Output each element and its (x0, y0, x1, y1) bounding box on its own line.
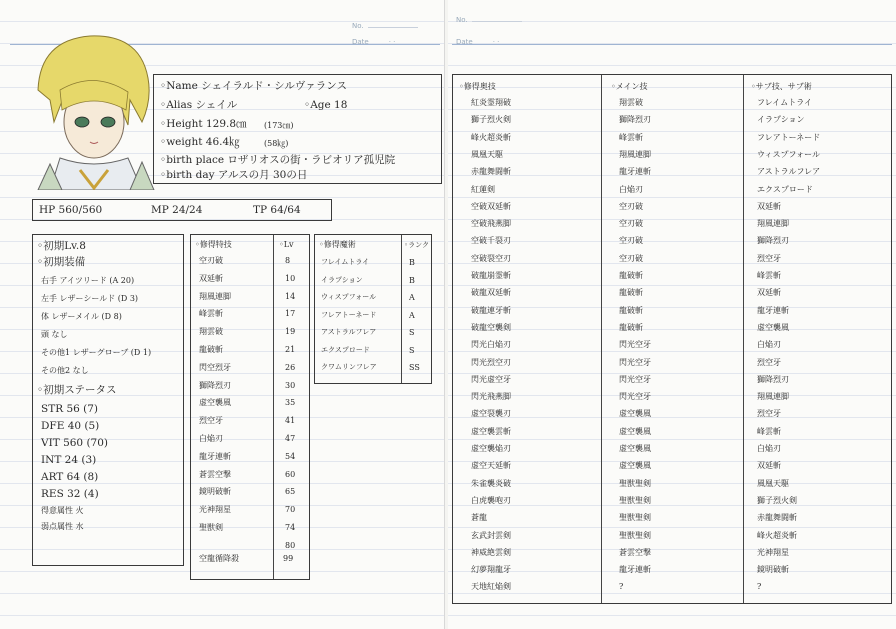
ougi-item: 風凰天駆 (471, 149, 503, 159)
magic-item: ウィスプフォール (321, 293, 377, 301)
magic-rank: B (409, 258, 415, 267)
magic-rank: B (409, 275, 415, 285)
date-field: Date · · (456, 38, 500, 46)
main-move-item: 聖獣聖剣 (619, 513, 651, 523)
sub-move-item: 獅子烈火剣 (757, 495, 797, 505)
sub-move-item: 風凰天駆 (757, 478, 789, 488)
skill-level: 80 (285, 540, 296, 550)
skills-lv-title: ◦Lv (279, 240, 294, 249)
ougi-item: 峰火超炎斬 (471, 132, 511, 142)
sub-move-item: 獅降烈刃 (757, 374, 789, 384)
col2-title: ◦メイン技 (611, 82, 648, 91)
skill-level: 10 (285, 273, 296, 283)
ougi-item: 獅子烈火剣 (471, 115, 511, 125)
main-move-item: 峰雲斬 (619, 132, 643, 142)
magic-item: フレイムトライ (321, 258, 370, 266)
profile-birthplace: ◦birth place ロザリオスの街・ラビオリア孤児院 (160, 154, 396, 166)
sub-move-item: 峰火超炎斬 (757, 530, 797, 540)
skill-item: 翔風連脚 (199, 291, 231, 301)
final-skill: 空龍循降殺 (199, 554, 239, 563)
main-move-item: 虚空襲風 (619, 426, 651, 436)
column-divider (401, 235, 402, 383)
skill-level: 35 (285, 398, 296, 408)
skill-level: 26 (285, 362, 296, 372)
ougi-item: 虚空天延斬 (471, 461, 511, 471)
skill-item: 鏡明破斬 (199, 487, 231, 497)
main-move-item: 聖獣聖剣 (619, 530, 651, 540)
main-move-item: 空刃破 (619, 253, 643, 263)
skill-item: 峰雲斬 (199, 309, 223, 319)
sub-move-item: 鏡明破斬 (757, 565, 789, 575)
main-move-item: 翔風連脚 (619, 149, 651, 159)
main-move-item: 空刃破 (619, 219, 643, 229)
ougi-item: 空破千裂刃 (471, 236, 511, 246)
ougi-item: 紅蓮剣 (471, 184, 495, 194)
ougi-item: 破龍崩霊斬 (471, 271, 511, 280)
magic-box (314, 234, 432, 384)
main-move-item: 聖獣聖剣 (619, 495, 651, 505)
stat-row: ART 64 (8) (41, 471, 99, 483)
ougi-item: 空破飛燕脚 (471, 219, 511, 229)
ougi-item: 赤龍舞闘斬 (471, 167, 511, 177)
sub-move-item: 白焔刃 (757, 340, 781, 350)
ougi-item: 幻夢翔龍牙 (471, 565, 511, 575)
skill-level: 70 (285, 505, 296, 515)
skill-item: 蒼雲空撃 (199, 469, 231, 479)
ougi-item: 朱雀襲炎破 (471, 478, 511, 488)
profile-alias: ◦Alias シェイル (160, 99, 238, 111)
magic-title: ◦修得魔術 (319, 240, 356, 249)
profile-height-note: (173㎝) (264, 121, 294, 130)
skill-level: 21 (285, 345, 296, 354)
ougi-item: 破龍双延斬 (471, 288, 511, 298)
magic-rank: A (409, 293, 415, 302)
ougi-item: 天地紅焔剣 (471, 582, 511, 592)
sub-move-item: 双延斬 (757, 288, 781, 298)
equip-item: その他2 なし (41, 366, 89, 375)
main-move-item: 龍破斬 (619, 288, 643, 298)
magic-item: フレアトーネード (321, 310, 377, 319)
magic-rank: S (409, 328, 415, 337)
moves-table (452, 74, 892, 604)
main-move-item: 龍破斬 (619, 305, 643, 315)
stat-row: RES 32 (4) (41, 488, 99, 500)
ougi-item: 閃光飛燕脚 (471, 392, 511, 402)
sub-move-item: エクスプロード (757, 184, 813, 194)
equip-item: 左手 レザーシールド (D 3) (41, 294, 139, 303)
skill-level: 65 (285, 487, 296, 497)
skill-item: 龍破斬 (199, 345, 223, 354)
main-move-item: 龍牙連斬 (619, 167, 651, 177)
skill-level: 74 (285, 523, 296, 532)
main-move-item: 虚空襲風 (619, 444, 651, 453)
profile-height: ◦Height 129.8㎝ (160, 118, 247, 130)
sub-move-item: 双延斬 (757, 461, 781, 471)
ougi-item: 破龍連牙斬 (471, 305, 511, 315)
skill-item: 閃空烈牙 (199, 362, 231, 372)
initial-box (32, 234, 184, 566)
skill-level: 41 (285, 416, 296, 426)
sub-move-item: 翔風連脚 (757, 392, 789, 402)
left-notebook-page (0, 0, 445, 629)
character-portrait (30, 30, 155, 190)
skill-item: 光神翔星 (199, 505, 231, 515)
vitals-bar (32, 199, 332, 221)
skill-level: 60 (285, 469, 296, 479)
skill-level: 54 (285, 451, 296, 461)
skill-item: 獅降烈刃 (199, 380, 231, 390)
skill-item: 双延斬 (199, 273, 223, 283)
skill-level: 14 (285, 291, 296, 301)
sub-move-item: 双延斬 (757, 201, 781, 211)
status-title: ◦初期ステータス (37, 384, 117, 396)
sub-move-item: ? (757, 582, 762, 592)
main-move-item: 虚空襲風 (619, 461, 651, 471)
skill-item: 空刃破 (199, 256, 223, 265)
sub-move-item: 烈空牙 (757, 409, 781, 419)
profile-box (153, 74, 442, 184)
magic-item: アストラルフレア (321, 328, 377, 336)
ougi-item: 虚空襲焔刃 (471, 444, 511, 453)
main-move-item: 翔雲破 (619, 98, 643, 107)
magic-rank-title: ◦ランク (404, 241, 429, 249)
magic-item: イラプション (321, 275, 363, 284)
page-rule (452, 44, 892, 45)
main-move-item: 聖獣聖剣 (619, 478, 651, 488)
skill-level: 19 (285, 327, 296, 337)
main-move-item: 空刃破 (619, 201, 643, 211)
sub-move-item: フレアトーネード (757, 132, 821, 142)
final-skill-lv: 99 (283, 554, 294, 563)
ougi-item: 蒼龍 (471, 513, 487, 523)
tp-value: TP 64/64 (253, 204, 301, 216)
main-move-item: 白焔刃 (619, 184, 643, 194)
skill-item: 龍牙連斬 (199, 451, 231, 461)
magic-rank: S (409, 345, 415, 355)
sub-move-item: フレイムトライ (757, 98, 813, 107)
sub-move-item: 烈空牙 (757, 357, 781, 367)
skill-item: 聖獣剣 (199, 523, 223, 532)
ougi-item: 破龍空襲剣 (471, 322, 511, 332)
equip-item: 頭 なし (41, 330, 68, 339)
profile-name: ◦Name シェイラルド・シルヴァランス (160, 80, 347, 92)
main-move-item: 龍破斬 (619, 271, 643, 280)
skill-level: 30 (285, 380, 296, 390)
profile-birthday: ◦birth day アルスの月 30の日 (160, 169, 308, 181)
skill-item: 烈空牙 (199, 416, 223, 426)
magic-item: エクスプロード (321, 345, 370, 354)
ougi-item: 閃光烈空刃 (471, 357, 511, 367)
initial-level: ◦初期Lv.8 (37, 240, 86, 252)
main-move-item: 閃光空牙 (619, 392, 651, 402)
ougi-item: 虚空襲雲斬 (471, 426, 511, 436)
magic-rank: SS (409, 363, 420, 372)
stat-row: STR 56 (7) (41, 403, 99, 415)
equip-item: 体 レザーメイル (D 8) (41, 312, 122, 321)
sub-move-item: 峰雲斬 (757, 426, 781, 436)
column-divider (743, 75, 744, 603)
ougi-item: 閃光虚空牙 (471, 374, 511, 384)
col3-title: ◦サブ技、サブ術 (751, 82, 812, 91)
skill-level: 17 (285, 309, 296, 319)
profile-weight-note: (58㎏) (264, 139, 289, 148)
main-move-item: ? (619, 582, 624, 592)
magic-rank: A (409, 310, 415, 320)
stat-row: INT 24 (3) (41, 454, 97, 466)
sub-move-item: 龍牙連斬 (757, 305, 789, 315)
main-move-item: 閃光空牙 (619, 374, 651, 384)
ougi-item: 空破双延斬 (471, 201, 511, 211)
main-move-item: 閃光空牙 (619, 357, 651, 367)
sub-move-item: アストラルフレア (757, 167, 821, 177)
skill-level: 8 (285, 256, 291, 265)
sub-move-item: 獅降烈刃 (757, 236, 789, 246)
column-divider (273, 235, 274, 579)
no-field: No. (456, 16, 522, 24)
profile-age: ◦Age 18 (304, 99, 348, 111)
strong-attribute: 得意属性 火 (41, 506, 84, 515)
sub-move-item: 白焔刃 (757, 444, 781, 453)
hp-value: HP 560/560 (39, 204, 103, 216)
col1-title: ◦修得奥技 (459, 82, 496, 91)
sub-move-item: 虚空襲風 (757, 322, 789, 332)
no-field: No. (352, 22, 418, 30)
ougi-item: 閃光白焔刃 (471, 340, 511, 350)
skill-level: 47 (285, 434, 296, 443)
right-notebook-page (448, 0, 896, 629)
main-move-item: 龍破斬 (619, 322, 643, 332)
ougi-item: 玄武封雲剣 (471, 530, 511, 540)
skill-item: 虚空襲風 (199, 398, 231, 408)
skill-item: 白焔刃 (199, 434, 223, 443)
sub-move-item: ウィスプフォール (757, 149, 820, 159)
equip-title: ◦初期装備 (37, 256, 86, 268)
sub-move-item: 烈空牙 (757, 253, 781, 263)
mp-value: MP 24/24 (151, 204, 203, 216)
skills-title: ◦修得特技 (195, 240, 232, 249)
stat-row: DFE 40 (5) (41, 420, 100, 432)
ougi-item: 空破裂空刃 (471, 253, 511, 263)
stat-row: VIT 560 (70) (41, 437, 109, 449)
ougi-item: 虚空裂襲刃 (471, 409, 511, 419)
sub-move-item: イラプション (757, 115, 805, 125)
main-move-item: 空刃破 (619, 236, 643, 246)
sub-move-item: 赤龍舞闘斬 (757, 513, 797, 523)
skills-box (190, 234, 310, 580)
column-divider (601, 75, 602, 603)
equip-item: その他1 レザーグローブ (D 1) (41, 348, 152, 357)
ougi-item: 紅炎霊翔破 (471, 98, 511, 107)
ougi-item: 白虎襲咆刃 (471, 495, 511, 505)
main-move-item: 虚空襲風 (619, 409, 651, 419)
sub-move-item: 峰雲斬 (757, 271, 781, 280)
skill-item: 翔雲破 (199, 327, 223, 337)
magic-item: クワムリンフレア (321, 363, 377, 371)
main-move-item: 龍牙連斬 (619, 565, 651, 575)
sub-move-item: 翔風連脚 (757, 219, 789, 229)
main-move-item: 閃光空牙 (619, 340, 651, 350)
date-field: Date · · (352, 38, 396, 46)
main-move-item: 蒼雲空撃 (619, 547, 651, 557)
profile-weight: ◦weight 46.4㎏ (160, 136, 240, 148)
main-move-item: 獅降烈刃 (619, 115, 651, 125)
equip-item: 右手 アイツリード (A 20) (41, 276, 135, 285)
weak-attribute: 弱点属性 水 (41, 522, 84, 531)
ougi-item: 神威絶雲剣 (471, 547, 511, 557)
sub-move-item: 光神翔星 (757, 547, 789, 557)
